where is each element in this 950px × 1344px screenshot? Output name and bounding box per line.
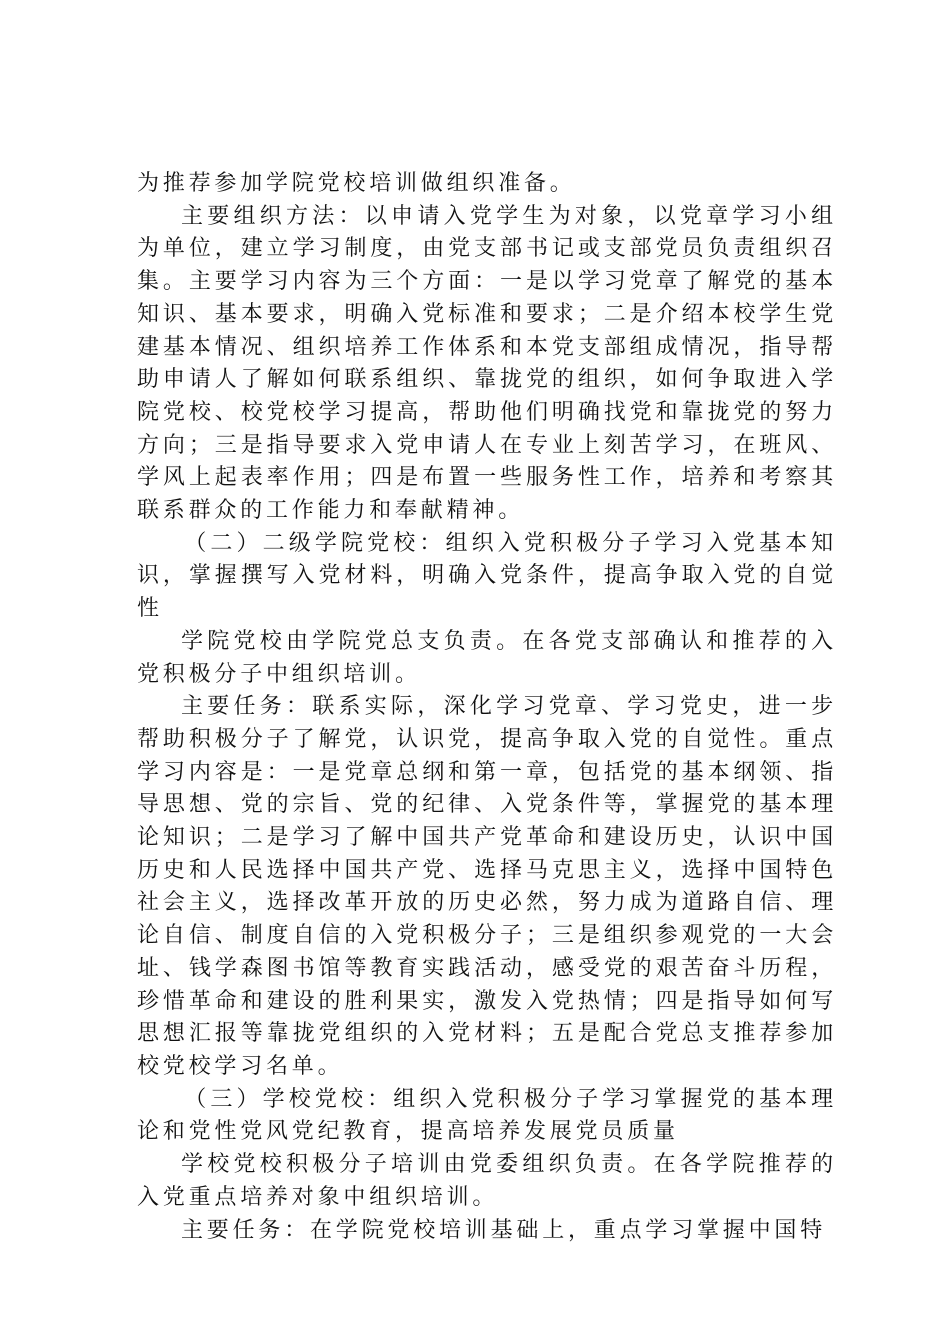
document-body bbox=[137, 168, 837, 1247]
section-heading-university-party-school: （三）学校党校：组织入党积极分子学习掌握党的基本理论和党性党风党纪教育，提高培养发展党员质量 bbox=[137, 1086, 837, 1145]
paragraph-university-party-school-responsibility: 学校党校积极分子培训由党委组织负责。在各学院推荐的入党重点培养对象中组织培训。 bbox=[137, 1152, 837, 1210]
paragraph-organization-method: 主要组织方法：以申请入党学生为对象，以党章学习小组为单位，建立学习制度，由党支部书记或支部党员负责组织召集。主要学习内容为三个方面：一是以学习党章了解党的基本知识、基本要求，明确入党标准和要求；二是介绍本校学生党建基本情况、组织培养工作体系和本党支部组成情况，指导帮助申请人了解如何联系组织、靠拢党的组织，如何争取进入学院党校、校党校学习提高，帮助他们明确找党和靠拢党的努力方向；三是指导要求入党申请人在专业上刻苦学习，在班风、学风上起表率作用；四是布置一些服务性工作，培养和考察其联系群众的工作能力和奉献精神。 bbox=[137, 203, 837, 524]
section-heading-college-party-school: （二）二级学院党校：组织入党积极分子学习入党基本知识，掌握撰写入党材料，明确入党条件，提高争取入党的自觉性 bbox=[137, 530, 837, 622]
paragraph-college-main-tasks: 主要任务：联系实际，深化学习党章、学习党史，进一步帮助积极分子了解党，认识党，提高争取入党的自觉性。重点学习内容是：一是党章总纲和第一章，包括党的基本纲领、指导思想、党的宗旨、党的纪律、入党条件等，掌握党的基本理论知识；二是学习了解中国共产党革命和建设历史，认识中国历史和人民选择中国共产党、选择马克思主义，选择中国特色社会主义，选择改革开放的历史必然，努力成为道路自信、理论自信、制度自信的入党积极分子；三是组织参观党的一大会址、钱学森图书馆等教育实践活动，感受党的艰苦奋斗历程，珍惜革命和建设的胜利果实，激发入党热情；四是指导如何写思想汇报等靠拢党组织的入党材料；五是配合党总支推荐参加校党校学习名单。 bbox=[137, 694, 837, 1079]
paragraph-university-main-tasks: 主要任务：在学院党校培训基础上，重点学习掌握中国特 bbox=[181, 1217, 827, 1243]
paragraph-continuation: 为推荐参加学院党校培训做组织准备。 bbox=[137, 171, 576, 196]
paragraph-college-party-school-responsibility: 学院党校由学院党总支负责。在各党支部确认和推荐的入党积极分子中组织培训。 bbox=[137, 628, 837, 687]
